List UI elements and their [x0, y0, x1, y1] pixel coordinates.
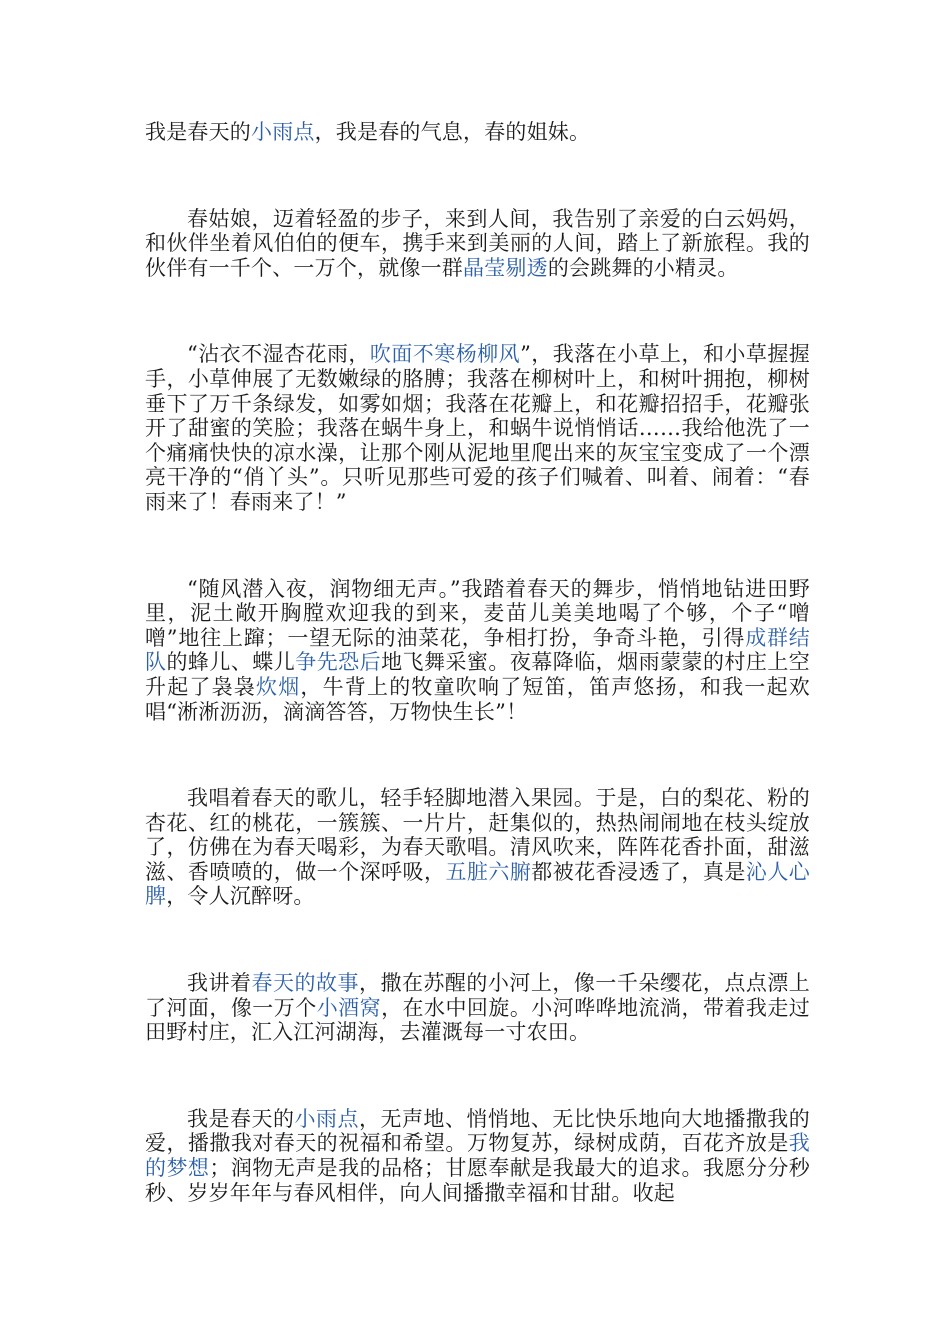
paragraph-text: ，在水中回旋。小河哗哗地流淌，带着我走过田野村庄，汇入江河湖海，去灌溉每一寸农田。: [145, 995, 811, 1045]
keyword-link[interactable]: 沁人心脾: [145, 859, 810, 909]
paragraph: [145, 577, 810, 725]
paragraph-text: ，无声地、悄悄地、无比快乐地向大地播撒我的爱，播撒我对春天的祝福和希望。万物复苏，绿树成荫，百花齐放是: [145, 1106, 810, 1156]
paragraph-text: ，牛背上的牧童吹响了短笛，笛声悠扬，和我一起欢唱“淅淅沥沥，滴滴答答，万物快生长”！: [145, 674, 810, 724]
keyword-link[interactable]: 炊烟: [256, 674, 301, 699]
keyword-link[interactable]: 成群结队: [145, 625, 810, 675]
paragraph-gap: [145, 280, 810, 342]
paragraph-text: ，撒在苏醒的小河上，像一千朵缨花，点点漂上了河面，像一万个: [145, 971, 810, 1020]
keyword-link[interactable]: 晶莹剔透: [463, 255, 548, 280]
paragraph-gap: [145, 909, 810, 971]
keyword-link[interactable]: 五脏六腑: [445, 859, 532, 884]
paragraph: [145, 207, 810, 281]
keyword-link[interactable]: 我的梦想: [145, 1131, 810, 1181]
paragraph-text: 我是春天的: [145, 120, 251, 144]
paragraph-text: 的会跳舞的小精灵。: [547, 255, 739, 280]
paragraph-text: 春姑娘，迈着轻盈的步子，来到人间，我告别了亲爱的白云妈妈，和伙伴坐着风伯伯的便车，携手来到美丽的人间，踏上了新旅程。我的伙伴有一千个、一万个，就像一群: [145, 206, 810, 280]
keyword-link[interactable]: 小雨点: [251, 120, 315, 144]
paragraph: [145, 1107, 810, 1205]
paragraph-text: 我唱着春天的歌儿，轻手轻脚地潜入果园。于是，白的梨花、粉的杏花、红的桃花，一簇簇、一片片，赶集似的，热热闹闹地在枝头绽放了，仿佛在为春天喝彩，为春天歌唱。清风吹来，阵阵花香扑面，甜滋滋、香喷喷的，做一个深呼吸，: [145, 786, 810, 884]
paragraph-text: “沾衣不湿杏花雨，: [187, 342, 370, 367]
paragraph-text: 地飞舞采蜜。夜幕降临，烟雨蒙蒙的村庄上空升起了袅袅: [145, 650, 811, 699]
paragraph-text: “随风潜入夜，润物细无声。”我踏着春天的舞步，悄悄地钻进田野里，泥土敞开胸膛欢迎我的到来，麦苗儿美美地喝了个够，个子“噌噌”地往上蹿；一望无际的油菜花，争相打扮，争奇斗艳，引得: [145, 576, 810, 650]
keyword-link[interactable]: 争先恐后: [295, 650, 382, 675]
paragraph-gap: [145, 724, 810, 786]
paragraph-gap: [145, 145, 810, 207]
paragraph: [145, 786, 810, 909]
paragraph-gap: [145, 1045, 810, 1107]
keyword-link[interactable]: 吹面不寒杨柳风: [369, 342, 521, 367]
keyword-link[interactable]: 小雨点: [294, 1106, 359, 1131]
paragraph: [145, 342, 810, 514]
keyword-link[interactable]: 小酒窝: [316, 995, 382, 1020]
paragraph-text: ”，我落在小草上，和小草握握手，小草伸展了无数嫩绿的胳膊；我落在柳树叶上，和树叶拥抱，柳树垂下了万千条绿发，如雾如烟；我落在花瓣上，和花瓣招招手，花瓣张开了甜蜜的笑脸；我落在蜗牛身上，和蜗牛说悄悄话……我给他洗了一个痛痛快快的凉水澡，让那个刚从泥地里爬出来的灰宝宝变成了一个漂亮干净的“俏丫头”。只听见那些可爱的孩子们喊着、叫着、闹着：“春雨来了！春雨来了！”: [145, 342, 810, 514]
paragraph-text: ，令人沉醉呀。: [166, 884, 315, 909]
paragraph: [145, 971, 810, 1045]
keyword-link[interactable]: 春天的故事: [251, 971, 359, 996]
document-page: [145, 120, 810, 1205]
paragraph-text: ，我是春的气息，春的姐妹。: [314, 120, 591, 144]
paragraph-gap: [145, 515, 810, 577]
paragraph-text: ；润物无声是我的品格；甘愿奉献是我最大的追求。我愿分分秒秒、岁岁年年与春风相伴，向人间播撒幸福和甘甜。收起: [145, 1156, 810, 1205]
paragraph-text: 都被花香浸透了，真是: [531, 859, 746, 884]
paragraph-text: 我是春天的: [187, 1106, 295, 1131]
paragraph-text: 的蜂儿、蝶儿: [166, 650, 296, 675]
paragraph: [145, 120, 810, 145]
paragraph-text: 我讲着: [187, 971, 252, 996]
